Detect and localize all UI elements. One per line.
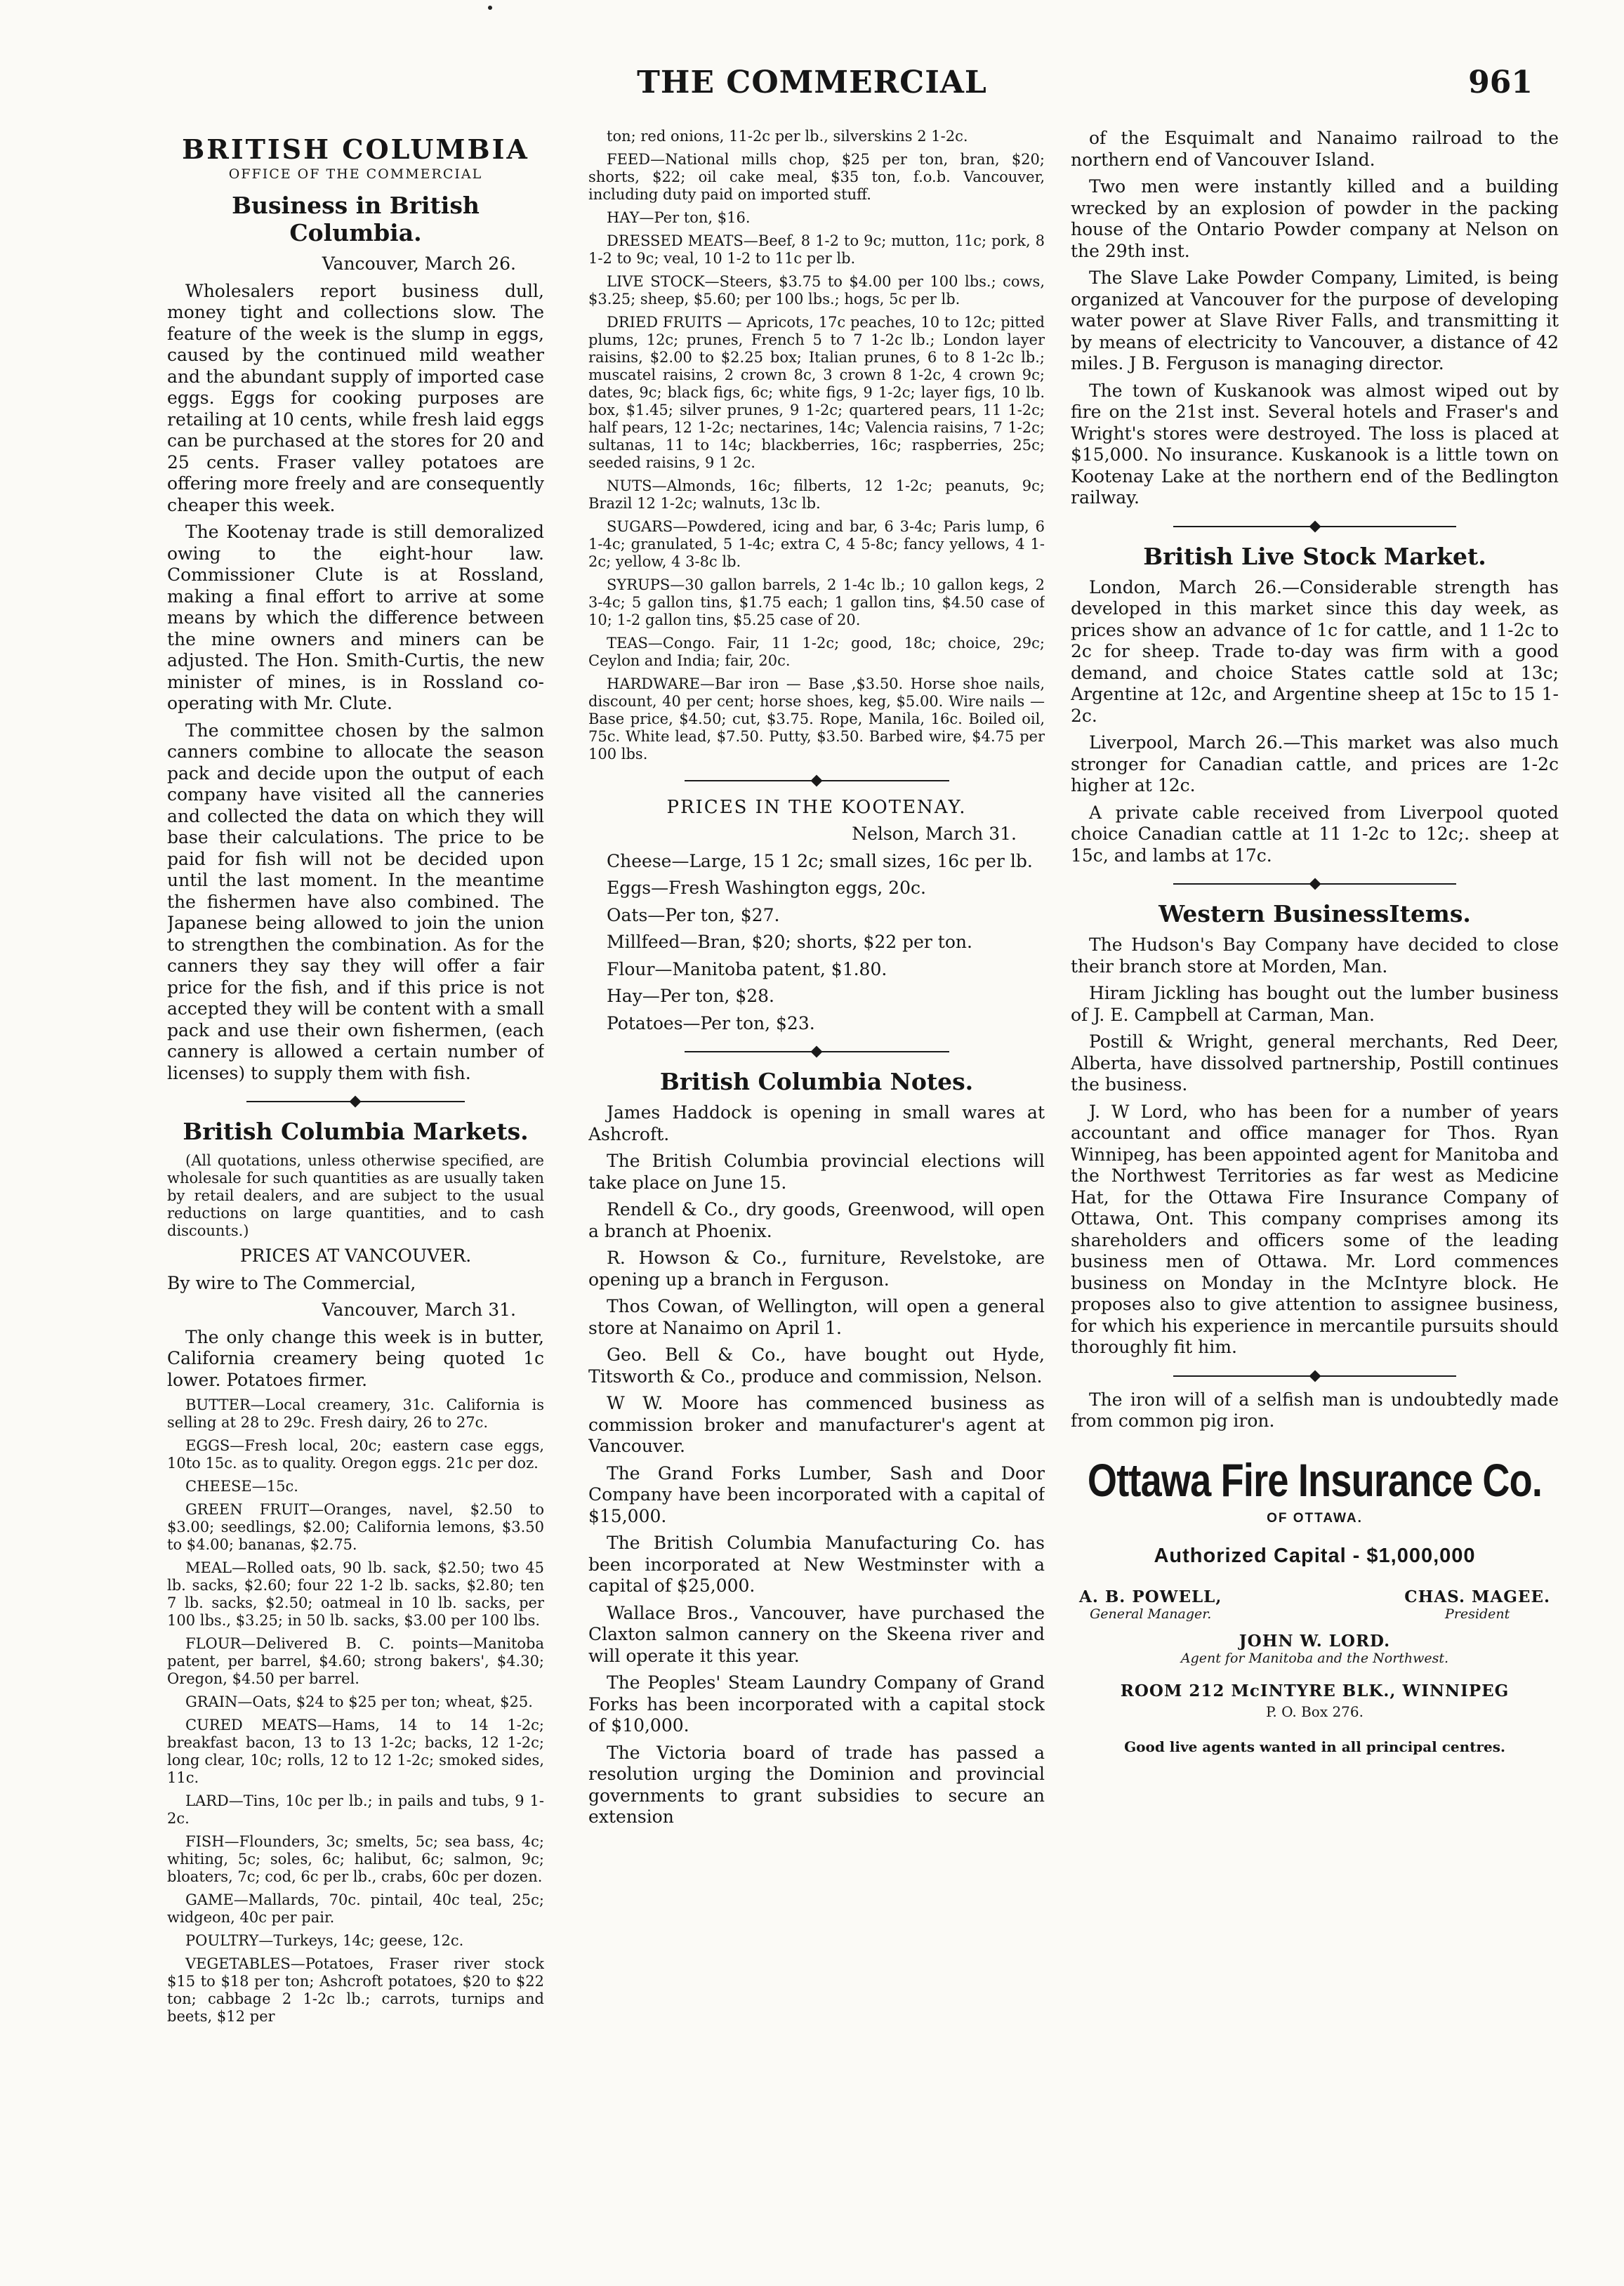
paragraph: LIVE STOCK—Steers, $3.75 to $4.00 per 100 lbs.; cows, $3.25; sheep, $5.60; per 100 lbs.; hogs, 5c per lb.	[588, 273, 1045, 308]
column-1	[167, 128, 544, 2262]
paragraph: GREEN FRUIT—Oranges, navel, $2.50 to $3.00; seedlings, $2.00; California lemons, $3.50 to $4.00; bananas, $2.75.	[167, 1501, 544, 1553]
paragraph: The town of Kuskanook was almost wiped out by fire on the 21st inst. Several hotels and Fraser's and Wright's stores were destroyed. The loss is placed at $15,000. No insurance. Kuskanook is a little town on Kootenay Lake at the northern end of the Bedlington railway.	[1071, 380, 1559, 508]
business-heading: Business in British Columbia.	[232, 192, 480, 246]
paragraph: FLOUR—Delivered B. C. points—Manitoba patent, per barrel, $4.60; strong bakers', $4.30; Oregon, $4.50 per barrel.	[167, 1635, 544, 1687]
publication-title: THE COMMERCIAL	[637, 65, 987, 100]
paragraph: DRESSED MEATS—Beef, 8 1-2 to 9c; mutton, 11c; pork, 8 1-2 to 9c; veal, 10 1-2 to 11c per lb.	[588, 232, 1045, 267]
paragraph: Eggs—Fresh Washington eggs, 20c.	[607, 878, 926, 898]
section-title: BRITISH COLUMBIA	[182, 133, 529, 165]
paragraph: London, March 26.—Considerable strength has developed in this market since this day week, as prices show an advance of 1c for cattle, and 1 1-2c to 2c for sheep. Trade to-day was firm with a good demand, and choice States cattle sold at 13c; Argentine at 12c, and Argentine sheep at 15c to 15 1-2c.	[1071, 576, 1559, 726]
wire-line: By wire to The Commercial,	[167, 1272, 416, 1293]
ad-officer-title: President	[1445, 1606, 1510, 1622]
ad-agent-title: Agent for Manitoba and the Northwest.	[1180, 1650, 1449, 1666]
paragraph: James Haddock is opening in small wares at Ashcroft.	[588, 1102, 1045, 1144]
paragraph: FEED—National mills chop, $25 per ton, bran, $20; shorts, $22; oil cake meal, $35 ton, f.o.b. Vancouver, including duty paid on imported stuff.	[588, 151, 1045, 203]
ad-address: ROOM 212 McINTYRE BLK., WINNIPEG	[1120, 1681, 1510, 1700]
paragraph: Wholesalers report business dull, money tight and collections slow. The feature of the week is the slump in eggs, caused by the continued mild weather and the abundant supply of imported case eggs. Eggs for cooking purposes are retailing at 10 cents, while fresh laid eggs can be purchased at the stores for 20 and 25 cents. Fraser valley potatoes are offering more freely and are consequently cheaper this week.	[167, 280, 544, 515]
prices-vancouver-heading: PRICES AT VANCOUVER.	[239, 1246, 472, 1266]
paragraph: MEAL—Rolled oats, 90 lb. sack, $2.50; two 45 lb. sacks, $2.60; four 22 1-2 lb. sacks, $2.80; ten 7 lb. sacks, $2.50; oatmeal in 10 lb. sacks, per 100 lbs., $3.25; in 50 lb. sacks, $3.00 per 100 lbs.	[167, 1559, 544, 1629]
livestock-list	[1071, 577, 1559, 867]
kootenay-dateline: Nelson, March 31.	[852, 824, 1017, 844]
paragraph: W W. Moore has commenced business as commission broker and manufacturer's agent at Vancouver.	[588, 1393, 1045, 1456]
closing-aphorism: The iron will of a selfish man is undoubtedly made from common pig iron.	[1071, 1389, 1559, 1431]
paragraph: Oats—Per ton, $27.	[607, 904, 780, 925]
paragraph: The British Columbia Manufacturing Co. has been incorporated at New Westminster with a capital of $25,000.	[588, 1533, 1045, 1596]
western-items-list	[1071, 934, 1559, 1359]
paragraph: The Kootenay trade is still demoralized owing to the eight-hour law. Commissioner Clute is at Rossland, making a final effort to arrive at some means by which the difference between the mine owners and miners can be adjusted. The Hon. Smith-Curtis, the new minister of mines, is in Rossland co-operating with Mr. Clute.	[167, 522, 544, 713]
paragraph: LARD—Tins, 10c per lb.; in pails and tubs, 9 1-2c.	[167, 1792, 544, 1827]
paragraph: Geo. Bell & Co., have bought out Hyde, Titsworth & Co., produce and commission, Nelson.	[588, 1344, 1045, 1387]
paragraph: The British Columbia provincial elections will take place on June 15.	[588, 1151, 1045, 1193]
paragraph: DRIED FRUITS — Apricots, 17c peaches, 10 to 12c; pitted plums, 12c; prunes, French 5 to 7 1-2c lb.; London layer raisins, $2.00 to $2.25 box; Italian prunes, 6 to 8 1-2c lb.; muscatel raisins, 2 crown 8c, 3 crown 8 1-2c, 4 crown 9c; dates, 9c; black figs, 6c; white figs, 9 1-2c; layer figs, 10 lb. box, $1.45; silver prunes, 9 1-2c; quartered pears, 11 1-2c; half pears, 12 1-2c; nectarines, 14c; Valencia raisins, 7 1-2c; sultanas, 11 to 14c; blackberries, 16c; raspberries, 25c; seeded raisins, 9 1 2c.	[588, 314, 1045, 471]
paragraph: SUGARS—Powdered, icing and bar, 6 3-4c; Paris lump, 6 1-4c; granulated, 5 1-4c; extra C, 4 5-8c; fancy yellows, 4 1-2c; yellow, 4 3-8c lb.	[588, 518, 1045, 570]
paragraph: ton; red onions, 11-2c per lb., silverskins 2 1-2c.	[607, 128, 968, 145]
paragraph: Two men were instantly killed and a building wrecked by an explosion of powder in the packing house of the Ontario Powder company at Nelson on the 29th inst.	[1071, 176, 1559, 261]
western-heading: Western BusinessItems.	[1158, 900, 1471, 927]
paragraph: J. W Lord, who has been for a number of years accountant and office manager for Thos. Ryan Winnipeg, has been appointed agent for Manitoba and the Northwest Territories as far west as Medicine Hat, for the Ottawa Fire Insurance Company of Ottawa, Ont. This company comprises among its shareholders and officers some of the leading business men of Ottawa. Mr. Lord commences business on Monday in the McIntyre block. He proposes also to give attention to assignee business, for which his experience in mercantile pursuits should thoroughly fit him.	[1071, 1101, 1559, 1357]
paragraph: Millfeed—Bran, $20; shorts, $22 per ton.	[607, 932, 972, 952]
paragraph: VEGETABLES—Potatoes, Fraser river stock $15 to $18 per ton; Ashcroft potatoes, $20 to $22 ton; cabbage 2 1-2c lb.; carrots, turnips and beets, $12 per	[167, 1955, 544, 2025]
paragraph: of the Esquimalt and Nanaimo railroad to the northern end of Vancouver Island.	[1071, 128, 1559, 170]
paragraph: NUTS—Almonds, 16c; filberts, 12 1-2c; peanuts, 9c; Brazil 12 1-2c; walnuts, 13c lb.	[588, 477, 1045, 512]
ad-company-location: OF OTTAWA.	[1267, 1510, 1363, 1526]
paragraph: SYRUPS—30 gallon barrels, 2 1-4c lb.; 10 gallon kegs, 2 3-4c; 5 gallon tins, $1.75 each; 1 gallon tins, $4.50 case of 10; 1-2 gallon tins, $5.25 case of 20.	[588, 576, 1045, 628]
paragraph: Liverpool, March 26.—This market was also much stronger for Canadian cattle, and prices are 1-2c higher at 12c.	[1071, 732, 1559, 795]
paragraph: The committee chosen by the salmon canners combine to allocate the season pack and decide upon the output of each company have visited all the canneries and collected the data on which they will base their calculations. The price to be paid for fish will not be decided upon until the last moment. In the meantime the fishermen have also combined. The Japanese being allowed to join the union to strengthen the combination. As for the canners they say they will offer a fair price for the fish, and if this price is not accepted they will be content with a small pack and use their own fishermen, (each cannery is allowed a certain number of licenses) to supply them with fish.	[167, 720, 544, 1083]
ad-po-box: P. O. Box 276.	[1266, 1703, 1364, 1720]
paragraph: HAY—Per ton, $16.	[607, 209, 751, 226]
vancouver-price-list	[167, 1396, 544, 2026]
paragraph: R. Howson & Co., furniture, Revelstoke, are opening up a branch in Ferguson.	[588, 1248, 1045, 1290]
page-number: 961	[1468, 65, 1533, 100]
ad-agent-name: JOHN W. LORD.	[1239, 1631, 1391, 1651]
paragraph: Hiram Jickling has bought out the lumber business of J. E. Campbell at Carman, Man.	[1071, 983, 1559, 1025]
ad-agent	[1071, 1632, 1559, 1666]
paragraph: TEAS—Congo. Fair, 11 1-2c; good, 18c; choice, 29c; Ceylon and India; fair, 20c.	[588, 635, 1045, 669]
paragraph: Hay—Per ton, $28.	[607, 986, 774, 1006]
ad-officer-name: A. B. POWELL,	[1079, 1587, 1222, 1606]
section-divider	[685, 1045, 949, 1058]
ad-officer-manager	[1079, 1587, 1222, 1622]
paragraph: The Slave Lake Powder Company, Limited, is being organized at Vancouver for the purpose of developing water power at Slave River Falls, and transmitting it by means of electricity to Vancouver, a distance of 42 miles. J B. Ferguson is managing director.	[1071, 267, 1559, 374]
ad-company-name: Ottawa Fire Insurance Co.	[1087, 1453, 1543, 1506]
section-divider	[1173, 1370, 1456, 1382]
section-divider	[246, 1095, 465, 1108]
paragraph: Cheese—Large, 15 1 2c; small sizes, 16c per lb.	[607, 850, 1033, 871]
paragraph: POULTRY—Turkeys, 14c; geese, 12c.	[185, 1932, 464, 1949]
ad-officers	[1071, 1587, 1559, 1622]
paragraph: GRAIN—Oats, $24 to $25 per ton; wheat, $25.	[185, 1693, 533, 1710]
column-2	[588, 128, 1045, 2262]
paragraph: Postill & Wright, general merchants, Red Deer, Alberta, have dissolved partnership, Postill continues the business.	[1071, 1031, 1559, 1095]
insurance-advertisement	[1071, 1453, 1559, 1755]
ad-officer-name: CHAS. MAGEE.	[1404, 1587, 1550, 1606]
paragraph: Wallace Bros., Vancouver, have purchased the Claxton salmon cannery on the Skeena river and will operate it this year.	[588, 1602, 1045, 1666]
paragraph: HARDWARE—Bar iron — Base ,$3.50. Horse shoe nails, discount, 40 per cent; horse shoes, keg, $5.00. Wire nails — Base price, $4.50; cut, $3.75. Rope, Manila, 16c. Boiled oil, 75c. White lead, $7.50. Putty, $3.50. Barbed wire, $4.75 per 100 lbs.	[588, 675, 1045, 762]
paragraph: The Hudson's Bay Company have decided to close their branch store at Morden, Man.	[1071, 934, 1559, 977]
paragraph: The Grand Forks Lumber, Sash and Door Company have been incorporated with a capital of $15,000.	[588, 1462, 1045, 1526]
paragraph: EGGS—Fresh local, 20c; eastern case eggs, 10to 15c. as to quality. Oregon eggs. 21c per doz.	[167, 1437, 544, 1472]
bc-notes-list	[588, 1102, 1045, 1828]
section-divider	[1173, 520, 1456, 533]
business-dateline: Vancouver, March 26.	[322, 253, 516, 274]
kootenay-heading: PRICES IN THE KOOTENAY.	[666, 797, 967, 818]
ad-officer-title: General Manager.	[1090, 1606, 1212, 1622]
paragraph: CURED MEATS—Hams, 14 to 14 1-2c; breakfast bacon, 13 to 13 1-2c; backs, 12 1-2c; long clear, 10c; rolls, 12 to 12 1-2c; smoked sides, 11c.	[167, 1717, 544, 1786]
markets-note: (All quotations, unless otherwise specified, are wholesale for such quantities as are usually taken by retail dealers, and are subject to the usual reductions on large quantities, and to cash discounts.)	[167, 1152, 544, 1239]
paragraph: A private cable received from Liverpool quoted choice Canadian cattle at 11 1-2c to 12c;. sheep at 15c, and lambs at 17c.	[1071, 802, 1559, 866]
section-divider	[1173, 878, 1456, 890]
ad-footer: Good live agents wanted in all principal centres.	[1124, 1738, 1505, 1755]
kootenay-price-list	[588, 851, 1045, 1035]
print-speck	[488, 6, 492, 10]
page-header	[0, 65, 1624, 107]
paragraph: Rendell & Co., dry goods, Greenwood, will open a branch at Phoenix.	[588, 1199, 1045, 1241]
paragraph: The Victoria board of trade has passed a resolution urging the Dominion and provincial governments to grant subsidies to secure an extension	[588, 1742, 1045, 1827]
markets-dateline: Vancouver, March 31.	[322, 1300, 516, 1320]
paragraph: Flour—Manitoba patent, $1.80.	[607, 958, 887, 979]
business-article	[167, 281, 544, 1085]
paragraph: The Peoples' Steam Laundry Company of Grand Forks has been incorporated with a capital stock of $10,000.	[588, 1672, 1045, 1736]
paragraph: Potatoes—Per ton, $23.	[607, 1012, 815, 1033]
paragraph: FISH—Flounders, 3c; smelts, 5c; sea bass, 4c; whiting, 5c; soles, 6c; halibut, 6c; salmon, 9c; bloaters, 7c; cod, 6c per lb., crabs, 60c per dozen.	[167, 1833, 544, 1885]
ad-officer-president	[1404, 1587, 1550, 1622]
markets-intro: The only change this week is in butter, California creamery being quoted 1c lower. Potatoes firmer.	[167, 1326, 544, 1390]
office-subtitle: OFFICE OF THE COMMERCIAL	[228, 166, 483, 182]
bc-notes-continued	[1071, 128, 1559, 509]
paragraph: Thos Cowan, of Wellington, will open a general store at Nanaimo on April 1.	[588, 1296, 1045, 1338]
paragraph: CHEESE—15c.	[185, 1478, 298, 1495]
livestock-heading: British Live Stock Market.	[1143, 542, 1486, 570]
section-divider	[685, 774, 949, 787]
markets-heading: British Columbia Markets.	[183, 1118, 529, 1145]
notes-heading: British Columbia Notes.	[659, 1068, 974, 1095]
paragraph: BUTTER—Local creamery, 31c. California is selling at 28 to 29c. Fresh dairy, 26 to 27c.	[167, 1396, 544, 1431]
paragraph: GAME—Mallards, 70c. pintail, 40c teal, 25c; widgeon, 40c per pair.	[167, 1891, 544, 1926]
column-3	[1071, 128, 1559, 2262]
vancouver-price-list-continued	[588, 128, 1045, 763]
ad-capital: Authorized Capital - $1,000,000	[1154, 1544, 1476, 1567]
